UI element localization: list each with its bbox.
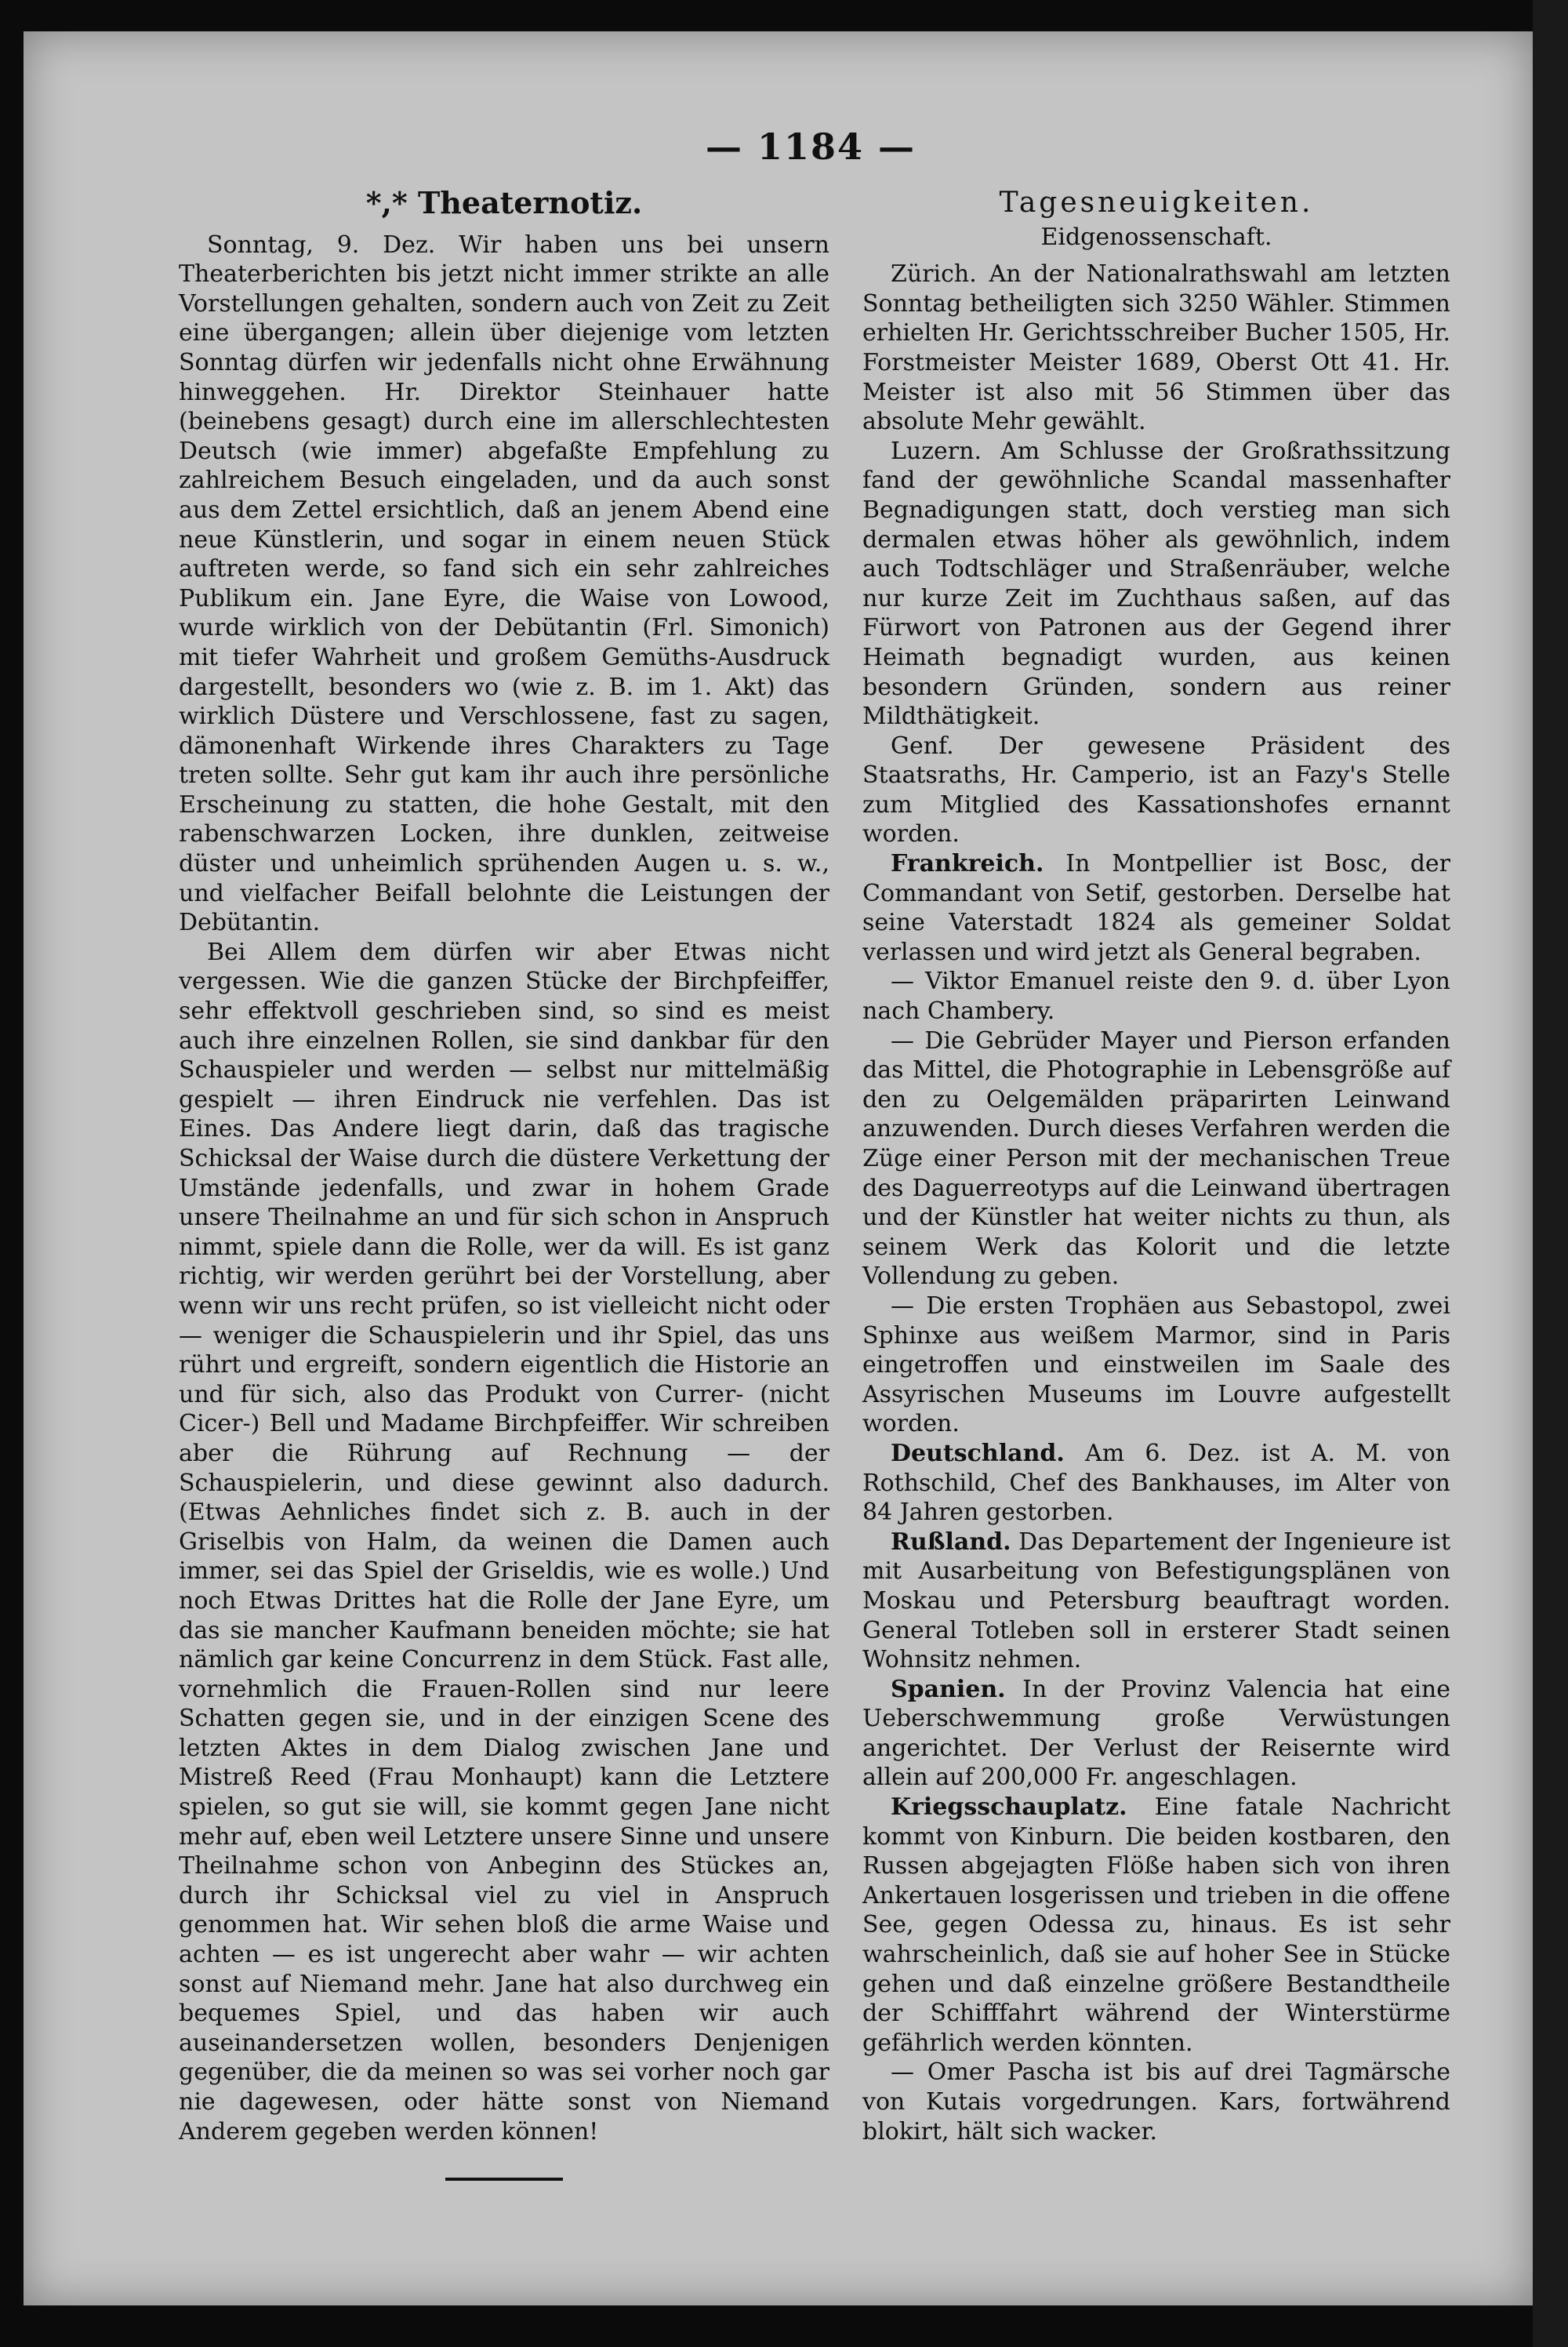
right-column — [862, 188, 1450, 2146]
article-paragraph: Bei Allem dem dürfen wir aber Etwas nicht vergessen. Wie die ganzen Stücke der Birchpfeiffer, sehr effektvoll geschrieben sind, so sind es meist auch ihre einzelnen Rollen, sie sind dankbar für den Schauspieler und werden — selbst nur mittelmäßig gespielt — ihren Eindruck nie verfehlen. Das ist Eines. Das Andere liegt darin, daß das tragische Schicksal der Waise durch die düstere Verkettung der Umstände jedenfalls, und zwar in hohem Grade unsere Theilnahme an und für sich schon in Anspruch nimmt, spiele dann die Rolle, wer da will. Es ist ganz richtig, wir werden gerührt bei der Vorstellung, aber wenn wir uns recht prüfen, so ist vielleicht nicht oder — weniger die Schauspielerin und ihr Spiel, das uns rührt und ergreift, sondern eigentlich die Historie an und für sich, also das Produkt von Currer- (nicht Cicer-) Bell und Madame Birchpfeiffer. Wir schreiben aber die Rührung auf Rechnung — der Schauspielerin, und diese gewinnt also dadurch. (Etwas Aehnliches findet sich z. B. auch in der Griselbis von Halm, da weinen die Damen auch immer, sei das Spiel der Griseldis, wie es wolle.) Und noch Etwas Drittes hat die Rolle der Jane Eyre, um das sie mancher Kaufmann beneiden möchte; sie hat nämlich gar keine Concurrenz in dem Stück. Fast alle, vornehmlich die Frauen-Rollen sind nur leere Schatten gegen sie, und in der einzigen Scene des letzten Aktes in dem Dialog zwischen Jane und Mistreß Reed (Frau Monhaupt) kann die Letztere spielen, so gut sie will, sie kommt gegen Jane nicht mehr auf, eben weil Letztere unsere Sinne und unsere Theilnahme schon von Anbeginn des Stückes an, durch ihr Schicksal viel zu viel in Anspruch genommen hat. Wir sehen bloß die arme Waise und achten — es ist ungerecht aber wahr — wir achten sonst auf Niemand mehr. Jane hat also durchweg ein bequemes Spiel, und das haben wir auch auseinandersetzen wollen, besonders Denjenigen gegenüber, die da meinen so was sei vorher noch gar nie dagewesen, oder hätte sonst von Niemand Anderem gegeben werden können! — [179, 938, 829, 2145]
news-text: Das Departement der Ingenieure ist mit Ausarbeitung von Befestigungsplänen von Moskau und Petersburg beauftragt worden. General Totleben soll in ersterer Stadt seinen Wohnsitz nehmen. — [862, 1528, 1450, 1674]
news-item — [862, 732, 1450, 849]
news-text: Am 6. Dez. ist A. M. von Rothschild, Chef des Bankhauses, im Alter von 84 Jahren gestorben. — [862, 1439, 1450, 1527]
news-item — [862, 437, 1450, 732]
news-country-heading: Deutschland. — [891, 1439, 1065, 1467]
article-end-rule — [445, 2178, 563, 2181]
news-item — [862, 2058, 1450, 2146]
news-country-heading: Rußland. — [891, 1528, 1011, 1556]
news-list — [862, 260, 1450, 2146]
news-text: Luzern. Am Schlusse der Großrathssitzung fand der gewöhnliche Scandal massenhafter Begnadigungen statt, doch verstieg man sich dermalen etwas höher als gewöhnlich, indem auch Todtschläger und Straßenräuber, welche nur kurze Zeit im Zuchthaus saßen, auf das Fürwort von Patronen aus der Gegend ihrer Heimath begnadigt wurden, aus keinen besondern Gründen, sondern aus reiner Mildthätigkeit. — [862, 437, 1450, 731]
news-country-heading: Spanien. — [891, 1675, 1006, 1703]
news-text: In Montpellier ist Bosc, der Commandant von Setif, gestorben. Derselbe hat seine Vaterstadt 1824 als gemeiner Soldat verlassen und wird jetzt als General begraben. — [862, 850, 1450, 966]
news-item — [862, 1793, 1450, 2058]
left-column — [179, 185, 829, 2181]
article-title: *,* Theaternotiz. — [365, 185, 643, 220]
news-item — [862, 1439, 1450, 1528]
page-edge — [1533, 0, 1568, 2347]
news-item — [862, 260, 1450, 437]
news-text: Eine fatale Nachricht kommt von Kinburn. Die beiden kostbaren, den Russen abgejagten Flöße haben sich von ihren Ankertauen losgerissen und trieben in die offene See, gegen Odessa zu, hinaus. Es ist sehr wahrscheinlich, daß sie auf hoher See in Stücke gehen und daß einzelne größere Bestandtheile der Schifffahrt während der Winterstürme gefährlich werden könnten. — [862, 1793, 1450, 2057]
news-text: — Die Gebrüder Mayer und Pierson erfanden das Mittel, die Photographie in Lebensgröße auf den zu Oelgemälden präparirten Leinwand anzuwenden. Durch dieses Verfahren werden die Züge einer Person mit der mechanischen Treue des Daguerreotyps auf die Leinwand übertragen und der Künstler hat weiter nichts zu thun, als seinem Werk das Kolorit und die letzte Vollendung zu geben. — [862, 1026, 1450, 1291]
news-country-heading: Frankreich. — [891, 850, 1044, 878]
section-title: Tagesneuigkeiten. — [999, 187, 1314, 219]
news-text: Zürich. An der Nationalrathswahl am letzten Sonntag betheiligten sich 3250 Wähler. Stimmen erhielten Hr. Gerichtsschreiber Bucher 1505, Hr. Forstmeister Meister 1689, Oberst Ott 41. Hr. Meister ist also mit 56 Stimmen über das absolute Mehr gewählt. — [862, 260, 1450, 436]
news-text: In der Provinz Valencia hat eine Ueberschwemmung große Verwüstungen angerichtet. Der Verlust der Reisernte wird allein auf 200,000 Fr. angeschlagen. — [862, 1675, 1450, 1792]
news-text: Genf. Der gewesene Präsident des Staatsraths, Hr. Camperio, ist an Fazy's Stelle zum Mitglied des Kassationshofes ernannt worden. — [862, 732, 1450, 848]
page-number: — 1184 — — [706, 125, 916, 168]
news-item — [862, 1026, 1450, 1292]
article-paragraph: Sonntag, 9. Dez. Wir haben uns bei unsern Theaterberichten bis jetzt nicht immer strikte an alle Vorstellungen gehalten, sondern auch von Zeit zu Zeit eine übergangen; allein über diejenige vom letzten Sonntag dürfen wir jedenfalls nicht ohne Erwähnung hinweggehen. Hr. Direktor Steinhauer hatte (beinebens gesagt) durch eine im allerschlechtesten Deutsch (wie immer) abgefaßte Empfehlung zu zahlreichem Besuch eingeladen, und da auch sonst aus dem Zettel ersichtlich, daß an jenem Abend eine neue Künstlerin, und sogar in einem neuen Stück auftreten werde, so fand sich ein sehr zahlreiches Publikum ein. Jane Eyre, die Waise von Lowood, wurde wirklich von der Debütantin (Frl. Simonich) mit tiefer Wahrheit und großem Gemüths-Ausdruck dargestellt, besonders wo (wie z. B. im 1. Akt) das wirklich Düstere und Verschlossene, fast zu sagen, dämonenhaft Wirkende ihres Charakters zu Tage treten sollte. Sehr gut kam ihr auch ihre persönliche Erscheinung zu statten, die hohe Gestalt, mit den rabenschwarzen Locken, ihre dunklen, zeitweise düster und unheimlich sprühenden Augen u. s. w., und vielfacher Beifall belohnte die Leistungen der Debütantin. — [179, 231, 829, 937]
section-subtitle: Eidgenossenschaft. — [1040, 223, 1272, 251]
news-item — [862, 1528, 1450, 1675]
news-country-heading: Kriegsschauplatz. — [891, 1793, 1127, 1822]
news-item — [862, 967, 1450, 1026]
news-item — [862, 1675, 1450, 1793]
news-item — [862, 1292, 1450, 1439]
news-item — [862, 849, 1450, 967]
news-text: — Die ersten Trophäen aus Sebastopol, zwei Sphinxe aus weißem Marmor, sind in Paris eingetroffen und einstweilen im Saale des Assyrischen Museums im Louvre aufgestellt worden. — [862, 1292, 1450, 1438]
news-text: — Viktor Emanuel reiste den 9. d. über Lyon nach Chambery. — [862, 968, 1450, 1026]
news-text: — Omer Pascha ist bis auf drei Tagmärsche von Kutais vorgedrungen. Kars, fortwährend blokirt, hält sich wacker. — [862, 2058, 1450, 2145]
